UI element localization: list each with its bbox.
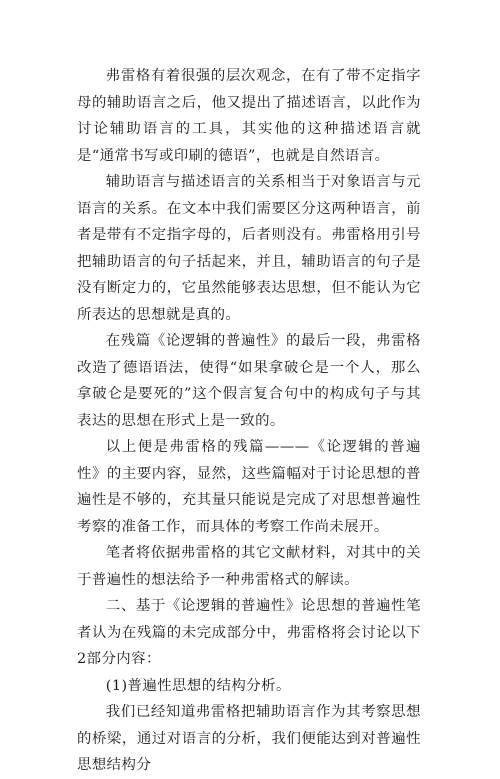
paragraph-8: 我们已经知道弗雷格把辅助语言作为其考察思想的桥梁，通过对语言的分析，我们便能达到对普遍性思想结构分 — [77, 704, 421, 773]
paragraph-5: 笔者将依据弗雷格的其它文献材料，对其中的关于普遍性的想法给予一种弗雷格式的解读。 — [77, 545, 421, 588]
document-body — [77, 63, 421, 779]
paragraph-6: 二、基于《论逻辑的普遍性》论思想的普遍性笔者认为在残篇的未完成部分中，弗雷格将会讨论以下2部分内容： — [77, 598, 421, 667]
paragraph-1: 弗雷格有着很强的层次观念，在有了带不定指字母的辅助语言之后，他又提出了描述语言，以此作为讨论辅助语言的工具，其实他的这种描述语言就是“通常书写或印刷的德语”，也就是自然语言。 — [77, 68, 421, 164]
paragraph-2: 辅助语言与描述语言的关系相当于对象语言与元语言的关系。在文本中我们需要区分这两种语言，前者是带有不定指字母的，后者则没有。弗雷格用引号把辅助语言的句子括起来，并且，辅助语言的句子是没有断定力的，它虽然能够表达思想，但不能认为它所表达的思想就是真的。 — [77, 174, 421, 323]
paragraph-4: 以上便是弗雷格的残篇———《论逻辑的普遍性》的主要内容，显然，这些篇幅对于讨论思想的普遍性是不够的，充其量只能说是完成了对思想普遍性考察的准备工作，而具体的考察工作尚未展开。 — [77, 439, 421, 535]
paragraph-3: 在残篇《论逻辑的普遍性》的最后一段，弗雷格改造了德语语法，使得“如果拿破仑是一个人，那么拿破仑是要死的”这个假言复合句中的构成句子与其表达的思想在形式上是一致的。 — [77, 333, 421, 429]
paragraph-7: (1)普遍性思想的结构分析。 — [105, 677, 291, 694]
